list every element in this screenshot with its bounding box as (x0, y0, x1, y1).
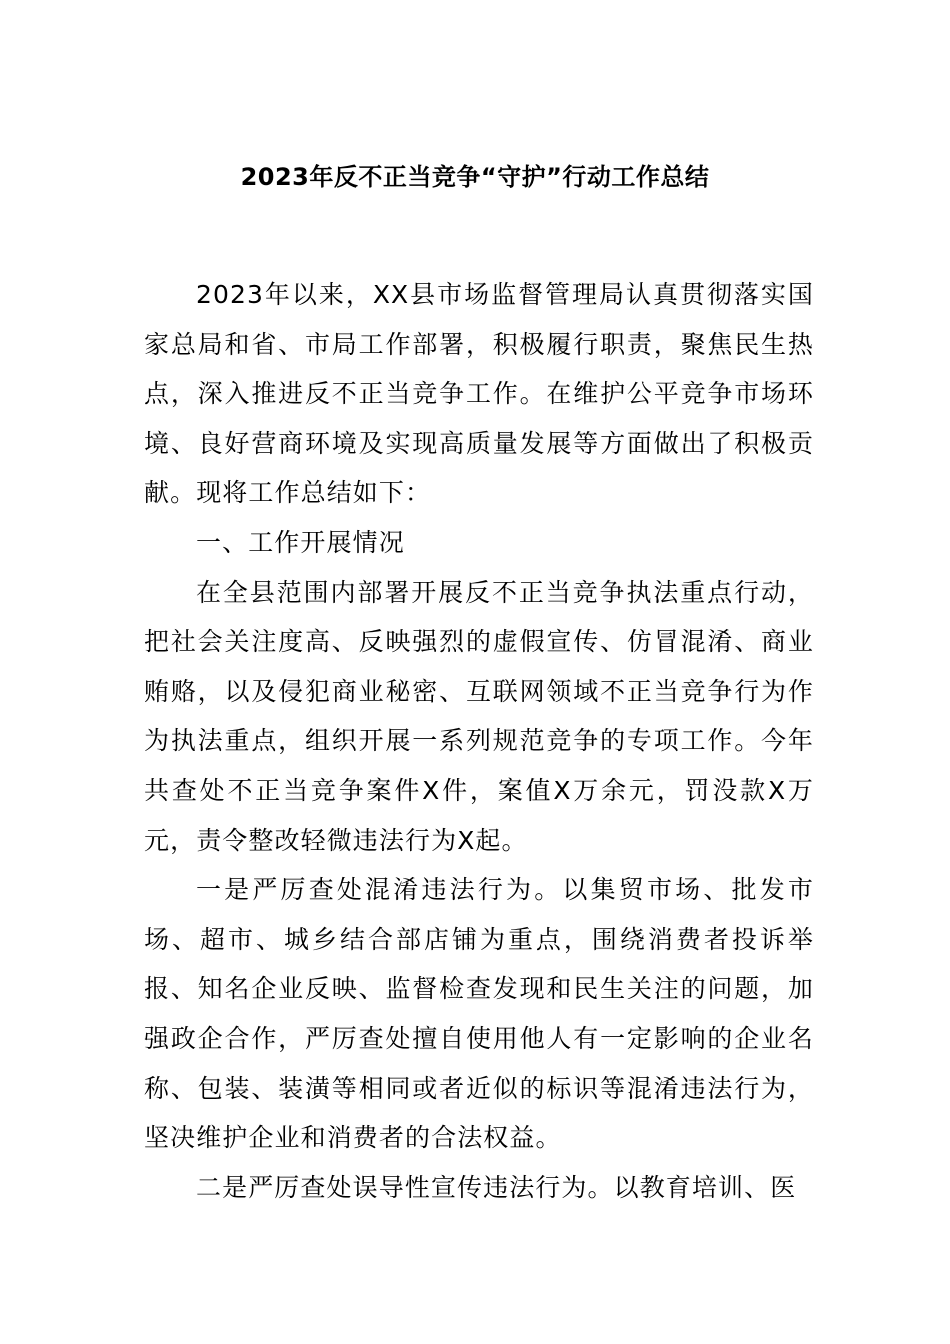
paragraph-item-one: 一是严厉查处混淆违法行为。以集贸市场、批发市场、超市、城乡结合部店铺为重点，围绕消费者投诉举报、知名企业反映、监督检查发现和民生关注的问题，加强政企合作，严厉查处擅自使用他人有一定影响的企业名称、包装、装潢等相同或者近似的标识等混淆违法行为，坚决维护企业和消费者的合法权益。 (144, 875, 814, 1153)
document-title: 2023年反不正当竞争“守护”行动工作总结 (240, 163, 710, 191)
paragraph-intro: 2023年以来，XX县市场监督管理局认真贯彻落实国家总局和省、市局工作部署，积极履行职责，聚焦民生热点，深入推进反不正当竞争工作。在维护公平竞争市场环境、良好营商环境及实现高质量发展等方面做出了积极贡献。现将工作总结如下： (144, 280, 814, 508)
document-body (144, 270, 814, 1212)
paragraph-item-two: 二是严厉查处误导性宣传违法行为。以教育培训、医 (196, 1172, 797, 1202)
paragraph-overview: 在全县范围内部署开展反不正当竞争执法重点行动，把社会关注度高、反映强烈的虚假宣传、仿冒混淆、商业贿赂，以及侵犯商业秘密、互联网领域不正当竞争行为作为执法重点，组织开展一系列规范竞争的专项工作。今年共查处不正当竞争案件X件，案值X万余元，罚没款X万元，责令整改轻微违法行为X起。 (144, 577, 814, 855)
section-heading: 一、工作开展情况 (196, 527, 405, 557)
